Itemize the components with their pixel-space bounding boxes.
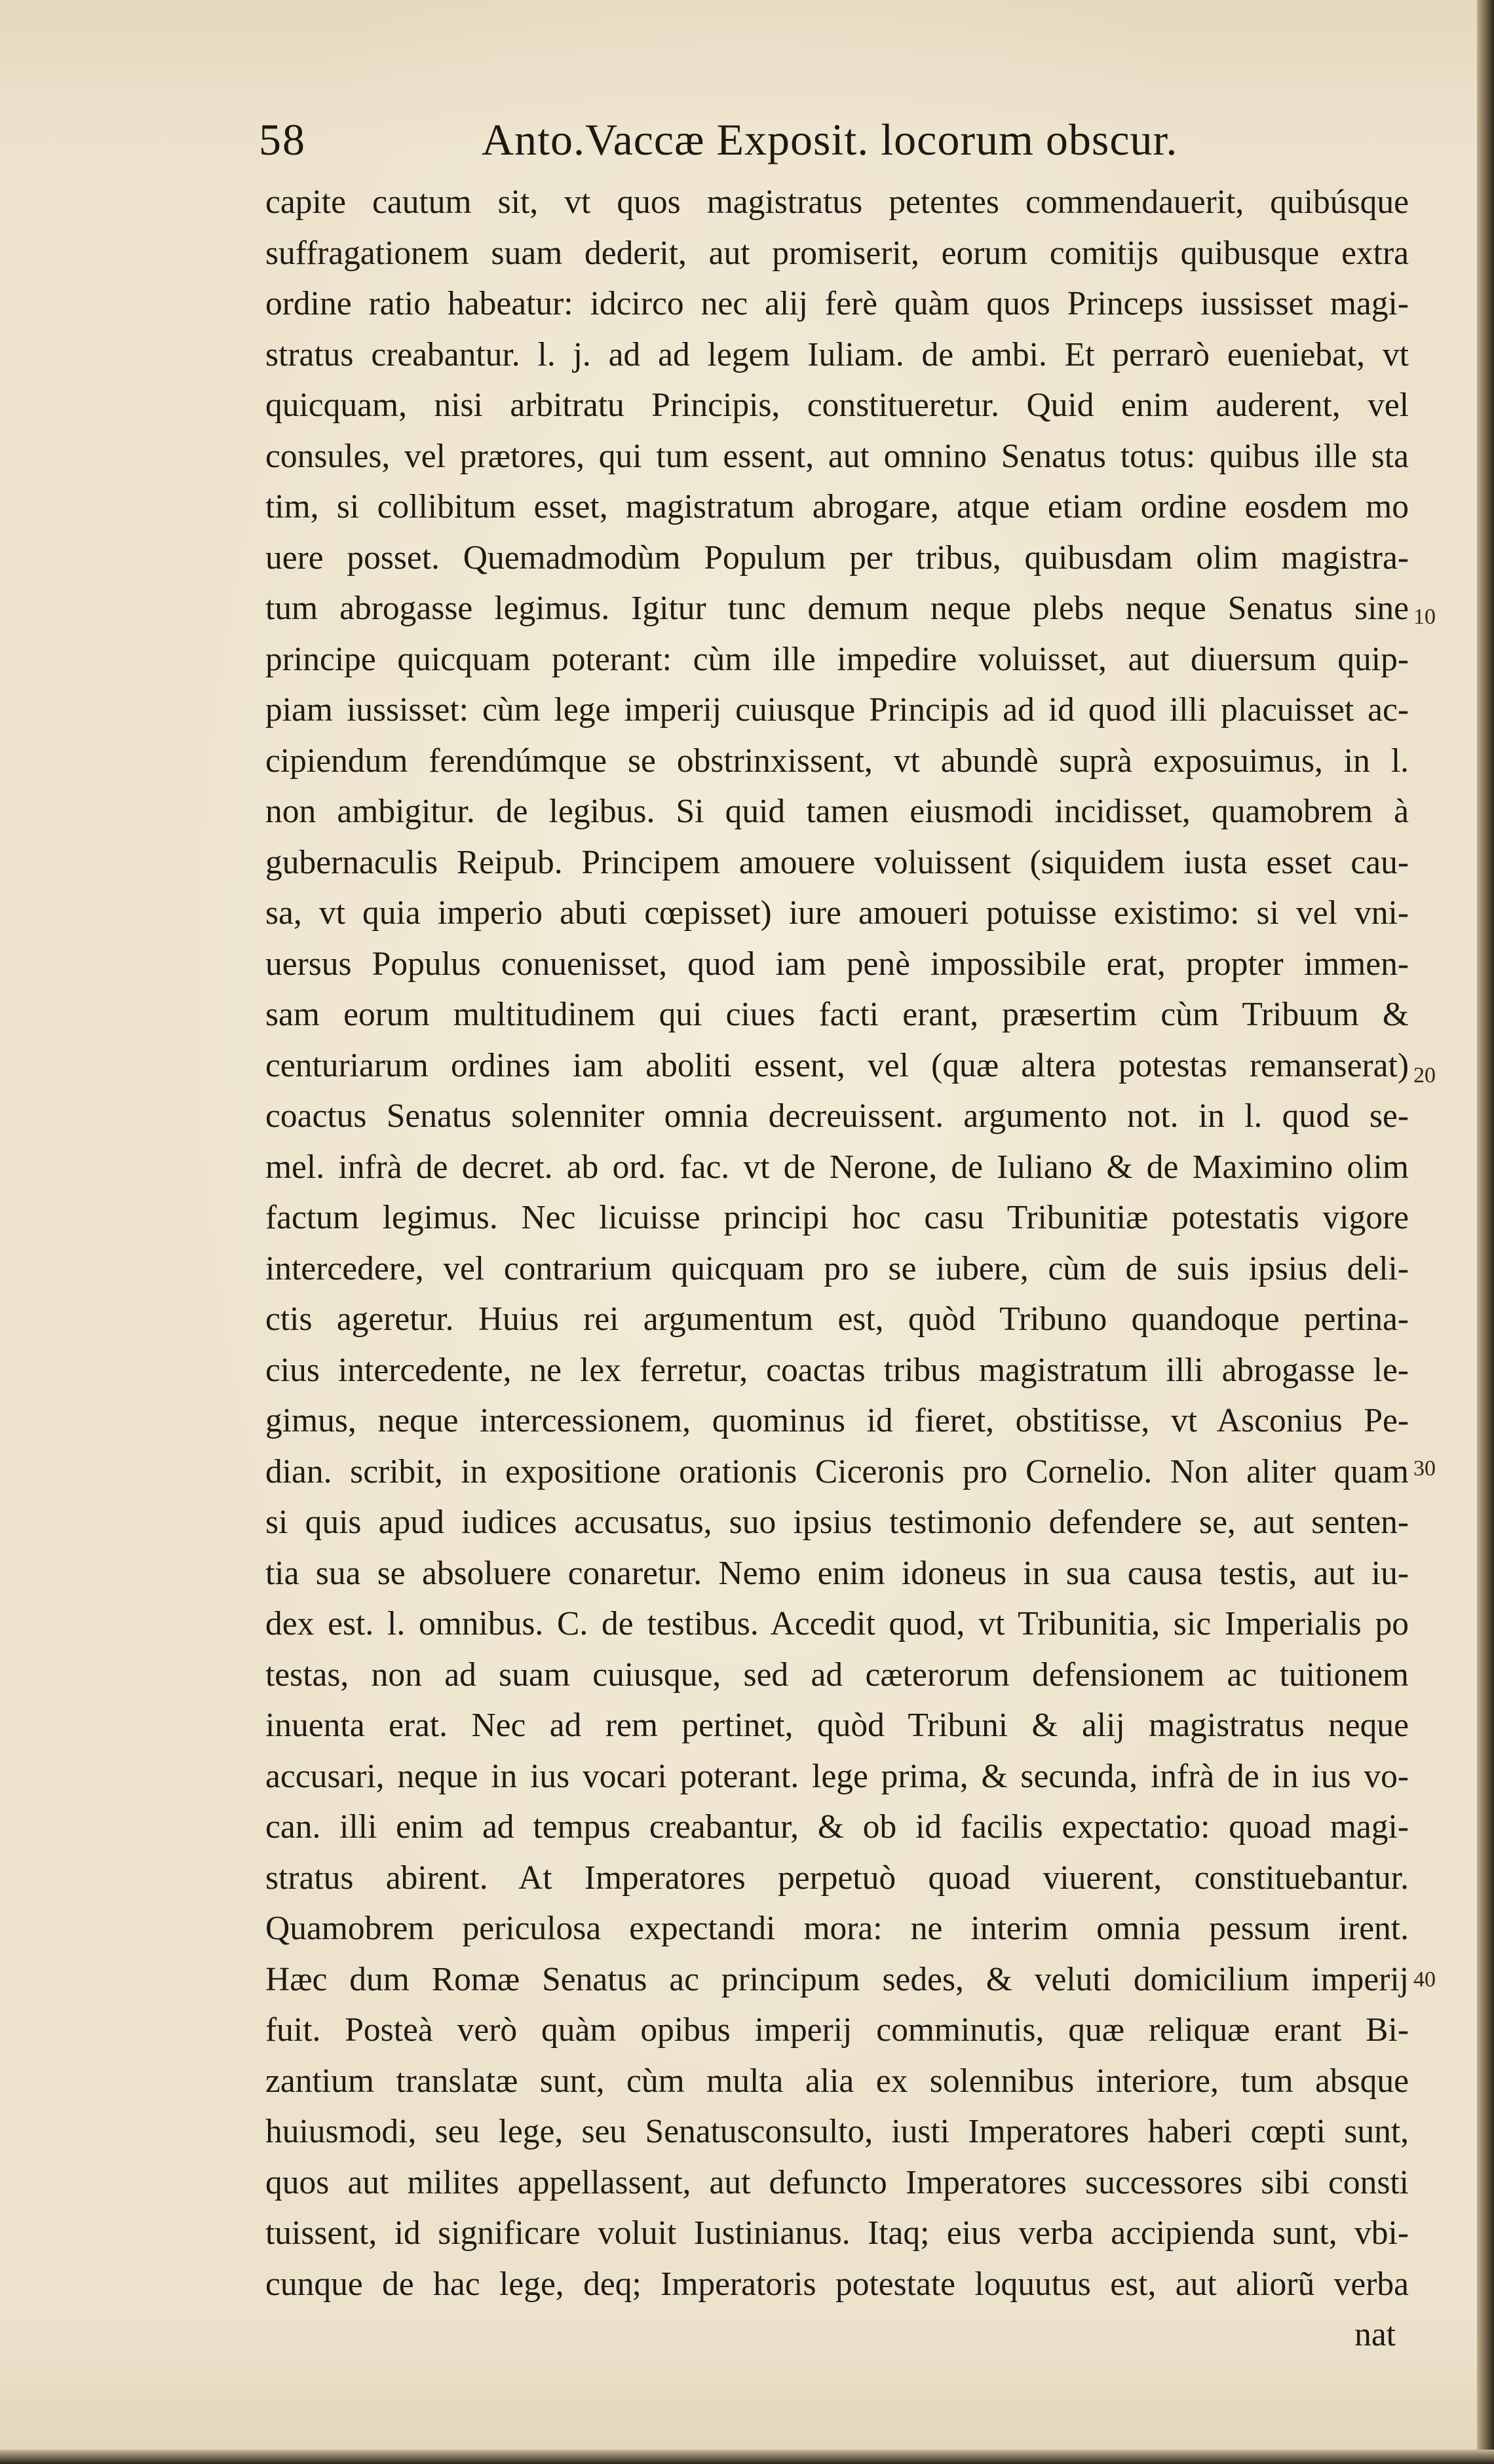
text-line: suffragationem suam dederit, aut promiserit, eorum comitijs quibusque extra [265, 234, 1409, 272]
text-line: principe quicquam poterant: cùm ille impedire voluisset, aut diuersum quip- [265, 640, 1409, 678]
text-line: tum abrogasse legimus. Igitur tunc demum neque plebs neque Senatus sine [265, 590, 1409, 627]
text-line: quicquam, nisi arbitratu Principis, constitueretur. Quid enim auderent, vel [265, 387, 1409, 424]
text-line: gubernaculis Reipub. Principem amouere voluissent (siquidem iusta esset cau- [265, 843, 1409, 881]
text-line: non ambigitur. de legibus. Si quid tamen eiusmodi incidisset, quamobrem à [265, 793, 1409, 830]
text-line: quos aut milites appellassent, aut defuncto Imperatores successores sibi consti [265, 2163, 1409, 2201]
margin-line-number: 30 [1413, 1456, 1436, 1481]
text-line: dian. scribit, in expositione orationis Ciceronis pro Cornelio. Non aliter quam [265, 1452, 1409, 1490]
text-line: coactus Senatus solenniter omnia decreuissent. argumento not. in l. quod se- [265, 1097, 1409, 1135]
text-line: dex est. l. omnibus. C. de testibus. Accedit quod, vt Tribunitia, sic Imperialis po [265, 1605, 1409, 1642]
text-line: sa, vt quia imperio abuti cœpisset) iure amoueri potuisse existimo: si vel vni- [265, 894, 1409, 932]
text-line: stratus abirent. At Imperatores perpetuò quoad viuerent, constituebantur. [265, 1859, 1409, 1897]
text-line: tia sua se absoluere conaretur. Nemo enim idoneus in sua causa testis, aut iu- [265, 1554, 1409, 1592]
text-line: capite cautum sit, vt quos magistratus petentes commendauerit, quibúsque [265, 183, 1409, 221]
text-line: tim, si collibitum esset, magistratum abrogare, atque etiam ordine eosdem mo [265, 488, 1409, 525]
text-line: tuissent, id significare voluit Iustinianus. Itaq; eius verba accipienda sunt, vbi- [265, 2214, 1409, 2252]
page-number: 58 [259, 115, 306, 164]
margin-line-number: 20 [1413, 1063, 1436, 1088]
text-line: mel. infrà de decret. ab ord. fac. vt de Nerone, de Iuliano & de Maximino olim [265, 1148, 1409, 1186]
text-line: cius intercedente, ne lex ferretur, coactas tribus magistratum illi abrogasse le- [265, 1351, 1409, 1389]
text-line: centuriarum ordines iam aboliti essent, vel (quæ altera potestas remanserat) [265, 1046, 1409, 1084]
text-line: huiusmodi, seu lege, seu Senatusconsulto, iusti Imperatores haberi cœpti sunt, [265, 2113, 1409, 2150]
catchword: nat [1354, 2316, 1396, 2353]
text-line: uere posset. Quemadmodùm Populum per tribus, quibusdam olim magistra- [265, 539, 1409, 577]
text-line: stratus creabantur. l. j. ad ad legem Iuliam. de ambi. Et perrarò eueniebat, vt [265, 335, 1409, 373]
text-line: uersus Populus conuenisset, quod iam penè impossibile erat, propter immen- [265, 945, 1409, 983]
text-line: accusari, neque in ius vocari poterant. lege prima, & secunda, infrà de in ius vo- [265, 1757, 1409, 1795]
text-line: can. illi enim ad tempus creabantur, & ob id facilis expectatio: quoad magi- [265, 1808, 1409, 1846]
text-line: gimus, neque intercessionem, quominus id fieret, obstitisse, vt Asconius Pe- [265, 1402, 1409, 1439]
text-line: zantium translatæ sunt, cùm multa alia ex solennibus interiore, tum absque [265, 2062, 1409, 2100]
text-line: cipiendum ferendúmque se obstrinxissent, vt abundè suprà exposuimus, in l. [265, 742, 1409, 780]
body-text [265, 177, 1409, 2360]
text-line: si quis apud iudices accusatus, suo ipsius testimonio defendere se, aut senten- [265, 1504, 1409, 1541]
running-head: Anto.Vaccæ Exposit. locorum obscur. [482, 115, 1178, 164]
text-line: sam eorum multitudinem qui ciues facti erant, præsertim cùm Tribuum & [265, 996, 1409, 1033]
text-line: ordine ratio habeatur: idcirco nec alij ferè quàm quos Princeps iussisset magi- [265, 285, 1409, 322]
text-line: fuit. Posteà verò quàm opibus imperij comminutis, quæ reliquæ erant Bi- [265, 2011, 1409, 2049]
text-line: inuenta erat. Nec ad rem pertinet, quòd Tribuni & alij magistratus neque [265, 1707, 1409, 1744]
text-line: intercedere, vel contrarium quicquam pro se iubere, cùm de suis ipsius deli- [265, 1249, 1409, 1287]
text-line: piam iussisset: cùm lege imperij cuiusque Principis ad id quod illi placuisset ac- [265, 691, 1409, 729]
text-line: cunque de hac lege, deq; Imperatoris potestate loquutus est, aut aliorũ verba [265, 2265, 1409, 2303]
text-line: Hæc dum Romæ Senatus ac principum sedes, & veluti domicilium imperij [265, 1960, 1409, 1998]
text-line: Quamobrem periculosa expectandi mora: ne interim omnia pessum irent. [265, 1910, 1409, 1947]
margin-line-number: 10 [1413, 605, 1436, 629]
text-line: factum legimus. Nec licuisse principi hoc casu Tribunitiæ potestatis vigore [265, 1199, 1409, 1236]
text-line: consules, vel prætores, qui tum essent, aut omnino Senatus totus: quibus ille sta [265, 437, 1409, 475]
page-bottom-shadow [0, 2450, 1494, 2464]
page-header [259, 110, 1373, 169]
text-line: testas, non ad suam cuiusque, sed ad cæterorum defensionem ac tuitionem [265, 1656, 1409, 1694]
text-line: ctis ageretur. Huius rei argumentum est, quòd Tribuno quandoque pertina- [265, 1300, 1409, 1338]
margin-line-number: 40 [1413, 1967, 1436, 1992]
page-edge-shadow [1477, 0, 1494, 2464]
